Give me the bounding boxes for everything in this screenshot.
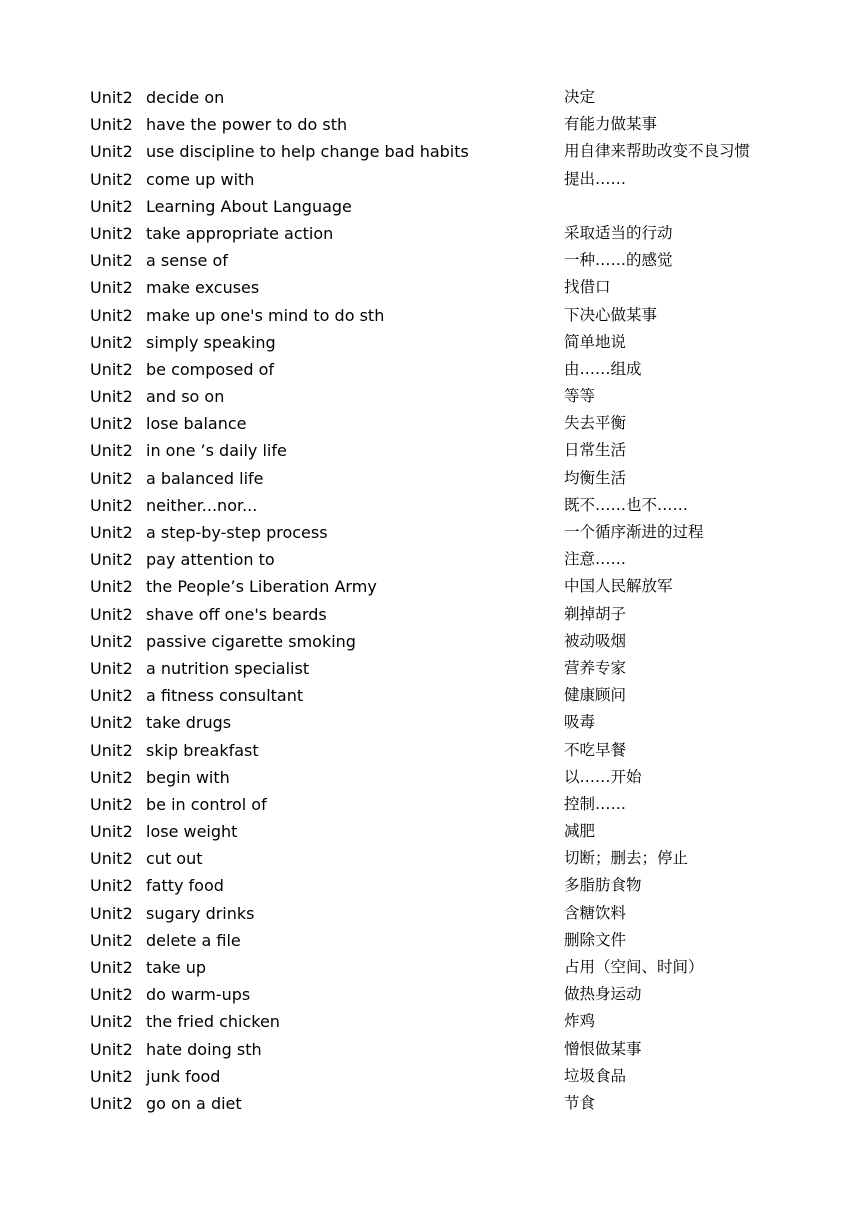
english-phrase: a sense of — [146, 251, 228, 271]
vocab-row — [90, 927, 790, 954]
chinese-meaning: 占用（空间、时间） — [564, 958, 704, 976]
chinese-meaning: 营养专家 — [564, 658, 627, 677]
unit-label: Unit2 — [90, 387, 133, 407]
unit-label: Unit2 — [90, 740, 133, 760]
unit-label: Unit2 — [90, 169, 133, 189]
unit-label: Unit2 — [90, 196, 133, 216]
unit-label: Unit2 — [90, 604, 133, 624]
unit-label: Unit2 — [90, 577, 133, 597]
chinese-meaning: 找借口 — [564, 278, 611, 297]
chinese-meaning: 下决心做某事 — [564, 305, 658, 324]
english-phrase: shave off one's beards — [146, 604, 327, 624]
english-phrase: do warm-ups — [146, 985, 251, 1005]
chinese-meaning: 注意…… — [564, 550, 627, 569]
unit-label: Unit2 — [90, 550, 133, 570]
unit-label: Unit2 — [90, 1093, 133, 1113]
unit-label: Unit2 — [90, 278, 133, 298]
vocab-row — [90, 628, 790, 655]
unit-label: Unit2 — [90, 1066, 133, 1086]
unit-label: Unit2 — [90, 88, 133, 107]
english-phrase: take drugs — [146, 713, 232, 733]
chinese-meaning: 剃掉胡子 — [564, 604, 627, 623]
english-phrase: go on a diet — [146, 1093, 242, 1113]
chinese-meaning: 不吃早餐 — [564, 740, 627, 759]
english-phrase: take up — [146, 958, 206, 977]
english-phrase: passive cigarette smoking — [146, 631, 356, 651]
vocab-row — [90, 492, 790, 519]
vocab-row — [90, 1063, 790, 1090]
english-phrase: and so on — [146, 387, 225, 407]
english-phrase: junk food — [146, 1066, 221, 1086]
unit-label: Unit2 — [90, 251, 133, 271]
chinese-meaning: 提出…… — [564, 169, 627, 188]
unit-label: Unit2 — [90, 468, 133, 488]
vocab-row — [90, 655, 790, 682]
chinese-meaning: 憎恨做某事 — [564, 1039, 642, 1058]
chinese-meaning: 等等 — [564, 387, 596, 406]
english-phrase: simply speaking — [146, 332, 276, 352]
chinese-meaning: 失去平衡 — [564, 414, 627, 433]
english-phrase: make up one's mind to do sth — [146, 305, 385, 325]
english-phrase: sugary drinks — [146, 903, 255, 923]
unit-label: Unit2 — [90, 115, 133, 135]
english-phrase: a balanced life — [146, 468, 264, 488]
english-phrase: be composed of — [146, 359, 275, 379]
chinese-meaning: 垃圾食品 — [564, 1066, 627, 1085]
english-phrase: Learning About Language — [146, 196, 352, 216]
unit-label: Unit2 — [90, 223, 133, 243]
chinese-meaning: 切断；删去；停止 — [564, 849, 689, 868]
vocab-row — [90, 84, 790, 111]
vocab-row — [90, 573, 790, 600]
vocab-row — [90, 437, 790, 464]
unit-label: Unit2 — [90, 142, 133, 162]
unit-label: Unit2 — [90, 441, 133, 461]
vocab-row — [90, 247, 790, 274]
english-phrase: pay attention to — [146, 550, 275, 570]
unit-label: Unit2 — [90, 849, 133, 869]
unit-label: Unit2 — [90, 1012, 133, 1032]
vocab-row — [90, 682, 790, 709]
chinese-meaning: 减肥 — [564, 822, 596, 841]
chinese-meaning: 炸鸡 — [564, 1012, 596, 1031]
unit-label: Unit2 — [90, 332, 133, 352]
english-phrase: take appropriate action — [146, 223, 334, 243]
unit-label: Unit2 — [90, 686, 133, 706]
vocab-row — [90, 737, 790, 764]
vocab-row — [90, 601, 790, 628]
vocab-row — [90, 818, 790, 845]
vocab-row — [90, 220, 790, 247]
english-phrase: be in control of — [146, 794, 267, 814]
chinese-meaning: 简单地说 — [564, 332, 627, 351]
vocab-row — [90, 166, 790, 193]
unit-label: Unit2 — [90, 876, 133, 896]
english-phrase: have the power to do sth — [146, 115, 348, 135]
chinese-meaning: 由……组成 — [564, 359, 642, 378]
chinese-meaning: 被动吸烟 — [564, 631, 627, 650]
unit-label: Unit2 — [90, 767, 133, 787]
unit-label: Unit2 — [90, 658, 133, 678]
chinese-meaning: 含糖饮料 — [564, 903, 627, 922]
unit-label: Unit2 — [90, 495, 133, 515]
chinese-meaning: 吸毒 — [564, 713, 596, 732]
chinese-meaning: 采取适当的行动 — [564, 223, 673, 242]
vocab-row — [90, 410, 790, 437]
chinese-meaning: 控制…… — [564, 794, 627, 813]
chinese-meaning: 多脂肪食物 — [564, 876, 642, 895]
unit-label: Unit2 — [90, 958, 133, 977]
vocab-row — [90, 709, 790, 736]
vocab-row — [90, 546, 790, 573]
chinese-meaning: 中国人民解放军 — [564, 577, 673, 596]
vocab-row — [90, 465, 790, 492]
unit-label: Unit2 — [90, 414, 133, 434]
unit-label: Unit2 — [90, 305, 133, 325]
unit-label: Unit2 — [90, 822, 133, 842]
english-phrase: in one ’s daily life — [146, 441, 287, 461]
chinese-meaning: 日常生活 — [564, 441, 627, 460]
english-phrase: use discipline to help change bad habits — [146, 142, 469, 162]
english-phrase: neither...nor... — [146, 495, 258, 515]
chinese-meaning: 做热身运动 — [564, 985, 642, 1004]
unit-label: Unit2 — [90, 903, 133, 923]
vocab-row — [90, 111, 790, 138]
english-phrase: delete a file — [146, 930, 241, 950]
english-phrase: hate doing sth — [146, 1039, 262, 1059]
english-phrase: begin with — [146, 767, 230, 787]
vocab-row — [90, 954, 790, 981]
chinese-meaning: 既不……也不…… — [564, 495, 689, 514]
english-phrase: come up with — [146, 169, 255, 189]
chinese-meaning: 以……开始 — [564, 767, 642, 786]
vocabulary-list — [90, 84, 790, 1117]
english-phrase: lose weight — [146, 822, 238, 842]
chinese-meaning: 一种……的感觉 — [564, 251, 673, 270]
chinese-meaning: 节食 — [564, 1093, 596, 1112]
english-phrase: a step-by-step process — [146, 523, 328, 542]
chinese-meaning: 一个循序渐进的过程 — [564, 523, 704, 541]
unit-label: Unit2 — [90, 713, 133, 733]
vocab-row — [90, 383, 790, 410]
unit-label: Unit2 — [90, 985, 133, 1005]
chinese-meaning: 健康顾问 — [564, 686, 627, 705]
unit-label: Unit2 — [90, 930, 133, 950]
vocab-row — [90, 138, 790, 165]
unit-label: Unit2 — [90, 631, 133, 651]
vocab-row — [90, 193, 790, 220]
vocab-row — [90, 302, 790, 329]
vocab-row — [90, 1036, 790, 1063]
english-phrase: lose balance — [146, 414, 247, 434]
unit-label: Unit2 — [90, 794, 133, 814]
chinese-meaning: 均衡生活 — [564, 468, 627, 487]
vocab-row — [90, 764, 790, 791]
vocab-row — [90, 845, 790, 872]
chinese-meaning: 删除文件 — [564, 930, 627, 949]
english-phrase: make excuses — [146, 278, 260, 298]
english-phrase: a nutrition specialist — [146, 658, 310, 678]
unit-label: Unit2 — [90, 1039, 133, 1059]
english-phrase: skip breakfast — [146, 740, 259, 760]
english-phrase: the People’s Liberation Army — [146, 577, 377, 597]
vocab-row — [90, 872, 790, 899]
chinese-meaning: 决定 — [564, 88, 596, 106]
vocab-row — [90, 519, 790, 546]
vocab-row — [90, 356, 790, 383]
english-phrase: decide on — [146, 88, 225, 107]
chinese-meaning: 用自律来帮助改变不良习惯 — [564, 142, 751, 161]
unit-label: Unit2 — [90, 359, 133, 379]
english-phrase: cut out — [146, 849, 203, 869]
vocab-row — [90, 274, 790, 301]
english-phrase: fatty food — [146, 876, 224, 896]
english-phrase: a fitness consultant — [146, 686, 304, 706]
vocab-row — [90, 981, 790, 1008]
vocab-row — [90, 329, 790, 356]
vocab-row — [90, 1090, 790, 1117]
vocab-row — [90, 791, 790, 818]
chinese-meaning: 有能力做某事 — [564, 115, 658, 134]
vocab-row — [90, 900, 790, 927]
vocab-row — [90, 1008, 790, 1035]
english-phrase: the fried chicken — [146, 1012, 280, 1032]
unit-label: Unit2 — [90, 523, 133, 542]
